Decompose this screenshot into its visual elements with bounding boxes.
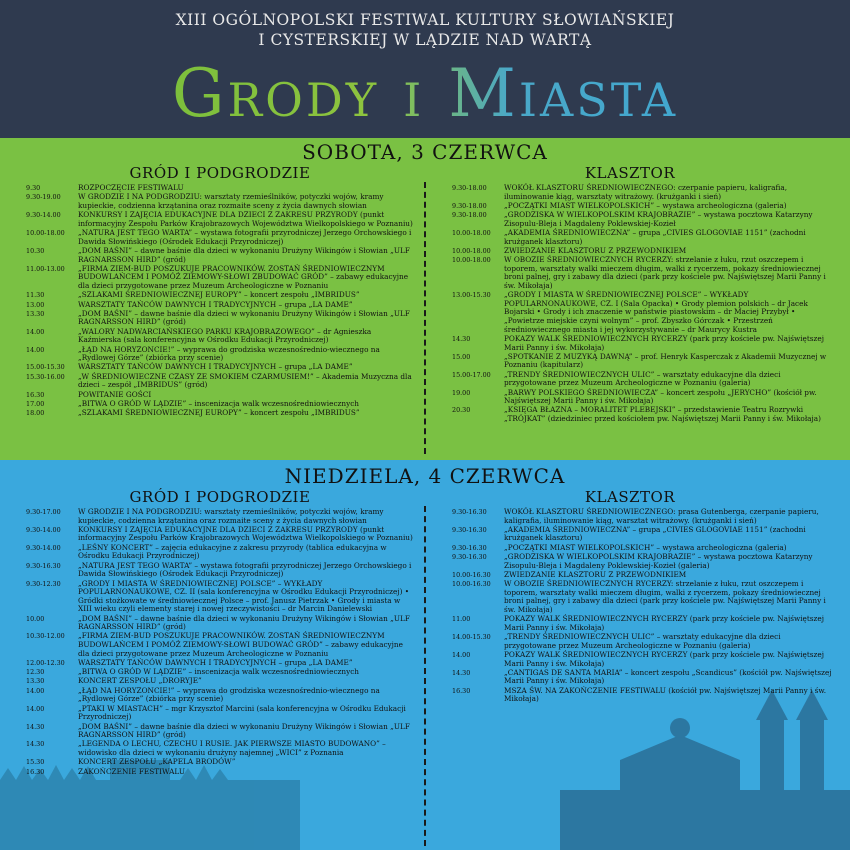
event-description: WARSZTATY TAŃCÓW DAWNYCH I TRADYCYJNYCH – grupa „LA DAME” xyxy=(78,657,353,667)
event-time: 9.30-16.30 xyxy=(452,553,487,562)
event-time: 11.00-13.00 xyxy=(26,264,65,273)
schedule-item xyxy=(26,758,414,767)
schedule-item xyxy=(26,328,414,345)
event-description: „FIRMA ZIEM-BUD POSZUKUJE PRACOWNIKÓW. ZOSTAŃ ŚREDNIOWIECZNYM BUDOWLAŃCEM I POMÓŻ ZIEMOWY-SŁOWI BUDOWAĆ GRÓD” – zabawy edukacyjne dla dzieci przygotowane przez Muzeum Archeologiczne w Poznaniu xyxy=(78,631,403,658)
event-time: 10.00-18.00 xyxy=(452,229,491,238)
festival-name-line1: XIII OGÓLNOPOLSKI FESTIWAL KULTURY SŁOWIAŃSKIEJ xyxy=(175,11,675,29)
schedule-item xyxy=(26,211,414,228)
schedule-item xyxy=(452,184,832,201)
event-description: „POCZĄTKI MIAST WIELKOPOLSKICH” – wystawa archeologiczna (galeria) xyxy=(504,542,787,552)
event-time: 9.30-18.00 xyxy=(452,211,487,220)
schedule-item xyxy=(26,373,414,390)
event-time: 9.30-14.00 xyxy=(26,543,61,552)
event-description: „DOM BAŚNI” – dawne baśnie dla dzieci w wykonaniu Drużyny Wikingów i Słowian „ULF RAGNARSSON HIRD” (gród) xyxy=(78,721,410,740)
schedule-item xyxy=(452,615,832,632)
event-time: 13.00 xyxy=(26,300,45,309)
event-time: 14.00 xyxy=(26,345,45,354)
event-time: 9.30 xyxy=(26,184,41,192)
schedule-item xyxy=(452,633,832,650)
event-description: „POCZĄTKI MIAST WIELKOPOLSKICH” – wystawa archeologiczna (galeria) xyxy=(504,200,787,210)
main-title: Grody i Miasta xyxy=(0,56,850,132)
event-description: ZWIEDZANIE KLASZTORU Z PRZEWODNIKIEM xyxy=(504,245,687,255)
event-time: 9.30-18.00 xyxy=(452,184,487,192)
sunday-section xyxy=(0,460,850,850)
event-time: 10.00-18.00 xyxy=(26,229,65,238)
event-description: „BITWA O GRÓD W LĄDZIE” – inscenizacja walk wczesnośredniowiecznych xyxy=(78,398,359,408)
event-time: 11.00 xyxy=(452,615,471,624)
schedule-item xyxy=(26,562,414,579)
schedule-item xyxy=(26,301,414,310)
event-description: „ŁĄD NA HORYZONCIE!” – wyprawa do grodziska wczesnośrednio-wiecznego na „Rydlowej Górze” (zbiórka przy scenie) xyxy=(78,685,380,704)
event-time: 16.30 xyxy=(26,390,45,399)
event-time: 16.30 xyxy=(26,767,45,776)
event-time: 9.30-14.00 xyxy=(26,211,61,220)
event-time: 9.30-16.30 xyxy=(452,543,487,552)
schedule-item xyxy=(452,669,832,686)
schedule-item xyxy=(452,335,832,352)
schedule-item xyxy=(452,389,832,406)
event-description: „FIRMA ZIEM-BUD POSZUKUJE PRACOWNIKÓW. ZOSTAŃ ŚREDNIOWIECZNYM BUDOWLAŃCEM I POMÓŻ ZIEMOWY-SŁOWI ZBUDOWAĆ GRÓD” – zabawy edukacyjne dla dzieci przygotowane przez Muzeum Archeologiczne w Poznaniu xyxy=(78,263,409,290)
event-description: ROZPOCZĘCIE FESTIWALU xyxy=(78,183,184,192)
schedule-item xyxy=(452,651,832,668)
event-description: „PTAKI W MIASTACH” – mgr Krzysztof Marcini (sala konferencyjna w Ośrodku Edukacji Przyrodniczej) xyxy=(78,703,406,722)
event-description: „TRENDY ŚREDNIOWIECZNYCH ULIC” – warsztaty edukacyjne dla dzieci przygotowane przez Muzeum Archeologiczne w Poznaniu (galeria) xyxy=(504,369,781,388)
event-description: „KSIĘGA BŁAZNA – MORALITET PLEBEJSKI” – przedstawienie Teatru Rozrywki „TRÓJKAT” (dziedziniec przed kościołem pw. Najświętszej Marii Panny i św. Mikołaja) xyxy=(504,405,821,423)
schedule-item xyxy=(26,363,414,372)
event-time: 10.00 xyxy=(26,614,45,623)
event-description: „NATURA JEST TEGO WARTA” – wystawa fotografii przyrodniczej Jerzego Orchowskiego i Dawida Słowińskiego (Ośrodek Edukacji Przyrodniczej) xyxy=(78,228,412,246)
saturday-right-heading: KLASZTOR xyxy=(584,164,676,182)
event-description: „AKADEMIA ŚREDNIOWIECZNA” – grupa „CIVIES GLOGOVIAE 1151” (zachodni krużganek klasztoru) xyxy=(504,524,806,543)
event-time: 14.00 xyxy=(26,686,45,695)
schedule-item xyxy=(26,632,414,658)
event-description: „SZLAKAMI ŚREDNIOWIECZNEJ EUROPY” – koncert zespołu „IMBRIDUS” xyxy=(78,408,360,418)
sunday-heading: NIEDZIELA, 4 CZERWCA xyxy=(284,464,566,488)
event-time: 13.30 xyxy=(26,677,45,686)
event-time: 15.00 xyxy=(452,352,471,361)
event-time: 20.30 xyxy=(452,406,471,415)
event-description: „GRODZISKA W WIELKOPOLSKIM KRAJOBRAZIE” – wystawa pocztowa Katarzyny Zisopulu-Bleja i Magdaleny Poklewskiej-Kozieł xyxy=(504,210,813,228)
saturday-right-schedule xyxy=(452,184,832,424)
event-description: „DOM BAŚNI” – dawne baśnie dla dzieci w wykonaniu Drużyny Wikingów i Słowian „ULF RAGNARSSON HIRD” (gród) xyxy=(78,245,410,264)
event-description: KONCERT ZESPOŁU „DRORYJE” xyxy=(78,676,202,686)
event-time: 15.30-16.00 xyxy=(26,372,65,381)
event-description: „BITWA O GRÓD W LĄDZIE” – inscenizacja walk wczesnośredniowiecznych xyxy=(78,667,359,677)
schedule-item xyxy=(26,740,414,757)
sunday-right-schedule xyxy=(452,508,832,705)
event-description: POWITANIE GOŚCI xyxy=(78,389,152,399)
saturday-left-schedule xyxy=(26,184,414,418)
schedule-item xyxy=(26,768,414,777)
schedule-item xyxy=(452,508,832,525)
event-time: 14.00 xyxy=(452,651,471,659)
event-time: 10.30-12.00 xyxy=(26,632,65,641)
schedule-item xyxy=(26,677,414,686)
schedule-item xyxy=(26,310,414,327)
schedule-item xyxy=(26,229,414,246)
poster-header xyxy=(0,0,850,138)
schedule-item xyxy=(26,687,414,704)
event-description: „LEGENDA O LECHU, CZECHU I RUSIE. JAK PIERWSZE MIASTO BUDOWANO” – widowisko dla dzieci w wykonaniu drużyny najemnej „WICI” z Poznania xyxy=(78,739,386,757)
event-description: „CANTIGAS DE SANTA MARIA” – koncert zespołu „Scandicus” (kościół pw. Najświętszej Marii Panny i św. Mikołaja) xyxy=(504,667,832,686)
event-time: 9.30-12.30 xyxy=(26,579,61,588)
event-time: 9.30-17.00 xyxy=(26,508,61,516)
event-time: 9.30-16.30 xyxy=(452,508,487,516)
schedule-item xyxy=(452,553,832,570)
event-time: 15.00-17.00 xyxy=(452,370,491,379)
event-time: 9.30-14.00 xyxy=(26,525,61,534)
event-description: KONCERT ZESPOŁU „KAPELA BRODÓW” xyxy=(78,757,236,767)
schedule-item xyxy=(452,229,832,246)
event-description: „GRODZISKA W WIELKOPOLSKIM KRAJOBRAZIE” – wystawa pocztowa Katarzyny Zisopulu-Bleja i Magdaleny Poklewskiej-Kozieł (galeria) xyxy=(504,552,813,570)
sunday-right-heading: KLASZTOR xyxy=(584,488,676,506)
event-time: 17.00 xyxy=(26,399,45,408)
event-description: W GRODZIE I NA PODGRODZIU: warsztaty rzemieślników, potyczki wojów, kramy kupieckie, codzienna krzątanina oraz rozmaite sceny z życia dawnych słowian xyxy=(78,507,384,525)
schedule-item xyxy=(452,687,832,704)
event-time: 9.30-16.30 xyxy=(26,561,61,570)
event-time: 13.00-15.30 xyxy=(452,291,491,300)
event-time: 14.30 xyxy=(26,722,45,731)
saturday-left-heading: GRÓD I PODGRODZIE xyxy=(129,164,311,182)
event-description: „GRODY I MIASTA W ŚREDNIOWIECZNEJ POLSCE” – WYKŁADY POPULARNONAUKOWE, CZ. I (Sala Opacka) • Grody plemion polskich – dr Jacek Bojarski • Grody i ich znaczenie w państwie piastowskim – dr Maciej Przybył • „Powietrze miejskie czyni wolnym” – prof. Zbyszko Górczak • Przestrzeń średniowiecznego miasta i jej wykorzystywanie – dr Maurycy Kustra xyxy=(504,290,808,334)
event-time: 12.00-12.30 xyxy=(26,658,65,667)
event-description: W OBOZIE ŚREDNIOWIECZNYCH RYCERZY: strzelanie z łuku, rzut oszczepem i toporem, warsztaty walki mieczem długim, walki z rycerzem, pokazy średniowiecznej broni palnej, gry i zabawy dla dzieci (park przy kościele pw. Najświętszej Marii Panny i św. Mikołaja) xyxy=(504,579,826,614)
event-time: 14.30 xyxy=(26,740,45,749)
schedule-item xyxy=(26,526,414,543)
event-time: 15.30 xyxy=(26,758,45,767)
event-description: W GRODZIE I NA PODGRODZIU: warsztaty rzemieślników, potyczki wojów, kramy kupieckie, codzienna krzątanina oraz rozmaite sceny z życia dawnych słowian xyxy=(78,192,384,210)
event-description: „TRENDY ŚREDNIOWIECZNYCH ULIC” – warsztaty edukacyjne dla dzieci przygotowane przez Muzeum Archeologiczne w Poznaniu (galeria) xyxy=(504,632,781,650)
saturday-section xyxy=(0,138,850,460)
event-description: POKAZY WALK ŚREDNIOWIECZNYCH RYCERZY (park przy kościele pw. Najświętszej Marii Panny i św. Mikołaja) xyxy=(504,614,824,632)
event-description: „BARWY POLSKIEGO ŚREDNIOWIECZA” – koncert zespołu „JERYCHO” (kościół pw. Najświętszej Marii Panny i św. Mikołaja) xyxy=(504,387,817,406)
schedule-item xyxy=(26,247,414,264)
event-description: „AKADEMIA ŚREDNIOWIECZNA” – grupa „CIVIES GLOGOVIAE 1151” (zachodni krużganek klasztoru) xyxy=(504,228,806,246)
event-description: „W ŚREDNIOWIECZNE CZASY ZE SMOKIEM CZARMUSIEM!” – Akademia Muzyczna dla dzieci – zespół „IMBRIDUS” (gród) xyxy=(78,371,412,390)
schedule-item xyxy=(452,353,832,370)
schedule-item xyxy=(26,544,414,561)
event-time: 16.30 xyxy=(452,686,471,695)
schedule-item xyxy=(26,615,414,632)
schedule-item xyxy=(452,211,832,228)
event-description: „LEŚNY KONCERT” – zajęcia edukacyjne z zakresu przyrody (tablica edukacyjna w Ośrodku Edukacji Przyrodniczej) xyxy=(78,542,387,561)
event-description: „SPOTKANIE Z MUZYKĄ DAWNĄ” – prof. Henryk Kasperczak z Akademii Muzycznej w Poznaniu (kapitularz) xyxy=(504,351,827,370)
event-description: WOKÓŁ KLASZTORU ŚREDNIOWIECZNEGO: prasa Gutenberga, czerpanie papieru, kaligrafia, iluminowanie kiąg, warsztat witrażowy. (krużganki i sień) xyxy=(504,507,819,525)
event-description: „WALORY NADWARCIAŃSKIEGO PARKU KRAJOBRAZOWEGO” – dr Agnieszka Kaźmierska (sala konferencyjna w Ośrodku Edukacji Przyrodniczej) xyxy=(78,326,372,345)
event-description: „SZLAKAMI ŚREDNIOWIECZNEJ EUROPY” – koncert zespołu „IMBRIDUS” xyxy=(78,290,360,300)
schedule-item xyxy=(452,256,832,290)
schedule-item xyxy=(452,580,832,614)
schedule-item xyxy=(26,580,414,614)
schedule-item xyxy=(452,371,832,388)
event-description: WARSZTATY TAŃCÓW DAWNYCH I TRADYCYJNYCH – grupa „LA DAME” xyxy=(78,299,353,309)
saturday-heading: SOBOTA, 3 CZERWCA xyxy=(302,140,548,164)
event-description: „NATURA JEST TEGO WARTA” – wystawa fotografii przyrodniczej Jerzego Orchowskiego i Dawida Słowińskiego (Ośrodek Edukacji Przyrodniczej) xyxy=(78,560,412,579)
event-description: „DOM BAŚNI” – dawne baśnie dla dzieci w wykonaniu Drużyny Wikingów i Słowian „ULF RAGNARSSON HIRD” (gród) xyxy=(78,308,410,327)
event-time: 14.30 xyxy=(452,334,471,343)
event-description: ZWIEDZANIE KLASZTORU Z PRZEWODNIKIEM xyxy=(504,569,687,579)
schedule-item xyxy=(452,406,832,423)
event-description: POKAZY WALK ŚREDNIOWIECZNYCH RYCERZY (park przy kościele pw. Najświętszej Marii Panny i św. Mikołaja) xyxy=(504,650,824,668)
event-time: 11.30 xyxy=(26,291,45,300)
event-time: 19.00 xyxy=(452,388,471,397)
event-time: 18.00 xyxy=(26,409,45,418)
event-description: POKAZY WALK ŚREDNIOWIECZNYCH RYCERZY (park przy kościele pw. Najświętszej Marii Panny i św. Mikołaja) xyxy=(504,333,824,352)
event-time: 14.00 xyxy=(26,704,45,713)
event-time: 14.30 xyxy=(452,668,471,677)
event-time: 14.00-15.30 xyxy=(452,633,491,642)
event-time: 13.30 xyxy=(26,309,45,318)
event-time: 10.00-16.30 xyxy=(452,580,491,589)
event-time: 9.30-18.00 xyxy=(452,201,487,210)
event-description: KONKURSY I ZAJĘCIA EDUKACYJNE DLA DZIECI Z ZAKRESU PRZYRODY (punkt informacyjny Zespołu Parków Krajobrazowych Województwa Wielkopolskiego w Poznaniu) xyxy=(78,524,413,543)
event-description: „DOM BAŚNI” – dawne baśnie dla dzieci w wykonaniu Drużyny Wikingów i Słowian „ULF RAGNARSSON HIRD” (gród) xyxy=(78,613,410,632)
event-time: 9.30-19.00 xyxy=(26,193,61,202)
event-time: 9.30-16.30 xyxy=(452,525,487,534)
festival-name-line2: I CYSTERSKIEJ W LĄDZIE NAD WARTĄ xyxy=(258,31,592,49)
schedule-item xyxy=(452,526,832,543)
event-time: 14.00 xyxy=(26,327,45,336)
event-time: 10.00-16.30 xyxy=(452,570,491,579)
schedule-item xyxy=(26,723,414,740)
event-time: 10.00-18.00 xyxy=(452,246,491,255)
monastery-illustration xyxy=(560,690,850,850)
event-description: WARSZTATY TAŃCÓW DAWNYCH I TRADYCYJNYCH – grupa „LA DAME” xyxy=(78,362,353,372)
sunday-left-heading: GRÓD I PODGRODZIE xyxy=(129,488,311,506)
event-description: MSZA ŚW. NA ZAKOŃCZENIE FESTIWALU (kościół pw. Najświętszej Marii Panny i św. Mikołaja) xyxy=(504,685,827,704)
schedule-item xyxy=(26,508,414,525)
event-time: 12.30 xyxy=(26,668,45,677)
schedule-item xyxy=(452,291,832,334)
event-time: 10.30 xyxy=(26,246,45,255)
schedule-item xyxy=(26,409,414,418)
schedule-item xyxy=(26,193,414,210)
event-time: 15.00-15.30 xyxy=(26,363,65,372)
saturday-column-divider xyxy=(424,182,426,454)
event-description: ZAKOŃCZENIE FESTIWALU xyxy=(78,766,185,776)
schedule-item xyxy=(26,265,414,291)
schedule-item xyxy=(26,391,414,400)
event-description: KONKURSY I ZAJĘCIA EDUKACYJNE DLA DZIECI Z ZAKRESU PRZYRODY (punkt informacyjny Zespołu Parków Krajobrazowych Województwa Wielkopolskiego w Poznaniu) xyxy=(78,210,413,228)
schedule-item xyxy=(26,346,414,363)
event-description: WOKÓŁ KLASZTORU ŚREDNIOWIECZNEGO: czerpanie papieru, kaligrafia, iluminowanie kiąg, warsztaty witrażowy. (krużganki i sień) xyxy=(504,183,788,201)
sunday-column-divider xyxy=(424,506,426,846)
schedule-item xyxy=(26,705,414,722)
event-description: „GRODY I MIASTA W ŚREDNIOWIECZNEJ POLSCE” – WYKŁADY POPULARNONAUKOWE, CZ. II (sala konferencyjna w Ośrodku Edukacji Przyrodniczej) • Gródki stożkowate w średniowiecznej Polsce – prof. Janusz Pietrzak • Grody i miasta w XIII wieku czyli elementy starej i nowej rzeczywistości – dr Marcin Danielewski xyxy=(78,578,410,614)
event-description: „ŁĄD NA HORYZONCIE!” – wyprawa do grodziska wczesnośrednio-wiecznego na „Rydlowej Górze” (zbiórka przy scenie) xyxy=(78,344,380,363)
schedule-item xyxy=(26,291,414,300)
event-time: 10.00-18.00 xyxy=(452,256,491,265)
event-description: W OBOZIE ŚREDNIOWIECZNYCH RYCERZY: strzelanie z łuku, rzut oszczepem i toporem, warsztaty walki mieczem długim, walki z rycerzem, pokazy średniowiecznej broni palnej, gry i zabawy dla dzieci (park przy kościele pw. Najświętszej Marii Panny i św. Mikołaja) xyxy=(504,255,826,290)
sunday-left-schedule xyxy=(26,508,414,777)
